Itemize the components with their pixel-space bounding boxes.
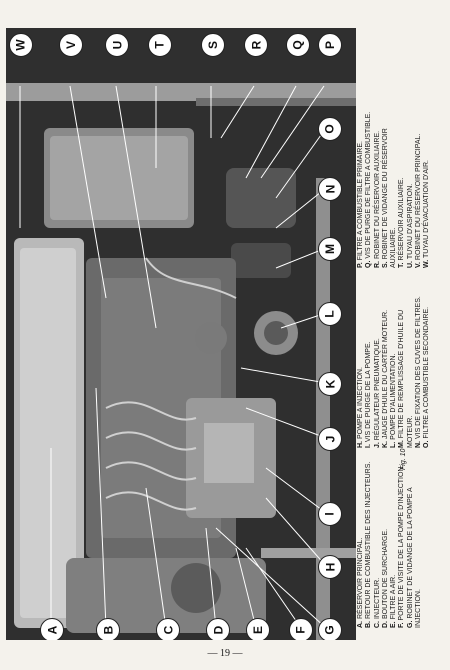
legend-item-g: G. ROBINET DE VIDANGE DE LA POMPE A INJECTION. xyxy=(406,487,423,628)
legend-item-n: N. VIS DE FIXATION DES CUVES DE FILTRES. xyxy=(415,296,423,448)
legend-item-r: R. ROBINET DU RÉSERVOIR AUXILIAIRE. xyxy=(373,130,381,268)
callout-f: F xyxy=(289,618,313,640)
legend-item-o: O. FILTRE A COMBUSTIBLE SECONDAIRE. xyxy=(423,306,431,448)
legend-item-b: B. RETOUR DE COMBUSTIBLE DES INJECTEURS. xyxy=(365,461,373,628)
callout-n: N xyxy=(318,177,342,201)
callout-c: C xyxy=(156,618,180,640)
callout-u: U xyxy=(105,33,129,57)
legend-item-t: T. RÉSERVOIR AUXILIAIRE. xyxy=(398,177,406,268)
figure-label: Fig. 10 xyxy=(400,448,407,470)
page-number: — 19 — xyxy=(207,648,243,659)
legend-item-h: H. POMPE A INJECTION. xyxy=(357,367,364,448)
legend-item-a: A. RÉSERVOIR PRINCIPAL. xyxy=(357,537,364,628)
callout-d: D xyxy=(206,618,230,640)
legend-item-e: E. FILTRE A AIR. xyxy=(390,574,398,628)
callout-r: R xyxy=(244,33,268,57)
callout-t: T xyxy=(148,33,172,57)
callout-b: B xyxy=(96,618,120,640)
legend-item-m: M. FILTRE DE REMPLISSAGE D'HUILE DU MOTEUR. xyxy=(398,309,414,448)
callout-i: I xyxy=(318,502,342,526)
legend-item-d: D. BOUTON DE SURCHARGE. xyxy=(381,528,389,628)
legend-item-w: W. TUYAU D'ÉVACUATION D'AIR. xyxy=(423,160,431,268)
legend-item-v: V. ROBINET DU RÉSERVOIR PRINCIPAL. xyxy=(415,133,423,268)
callout-p: P xyxy=(318,33,342,57)
legend-item-q: Q. VIS DE PURGE DE FILTRE A COMBUSTIBLE. xyxy=(365,111,373,268)
legend-column-1 xyxy=(357,460,423,628)
legend-item-l: L. POMPE D'ALIMENTATION. xyxy=(390,353,398,448)
legend-column-3 xyxy=(357,98,432,268)
engine-photo xyxy=(6,28,356,640)
legend-item-s: S. ROBINET DE VIDANGE DU RÉSERVOIR AUXILIAIRE. xyxy=(381,128,398,268)
callout-w: W xyxy=(9,33,33,57)
callout-q: Q xyxy=(286,33,310,57)
legend-item-f: F. PORTE DE VISITE DE LA POMPE D'INJECTION. xyxy=(398,464,406,628)
callout-o: O xyxy=(318,117,342,141)
legend-column-2 xyxy=(357,280,432,448)
legend-item-c: C. INJECTEUR. xyxy=(373,577,381,628)
callout-e: E xyxy=(246,618,270,640)
legend-item-j: J. RÉGULATEUR PNEUMATIQUE. xyxy=(373,338,381,448)
legend-item-p: P. FILTRE A COMBUSTIBLE PRIMAIRE. xyxy=(357,141,364,268)
legend-item-k: K. JAUGE D'HUILE DU CARTER MOTEUR. xyxy=(381,309,389,448)
callout-l: L xyxy=(318,302,342,326)
legend-item-i: I. VIS DE PURGE DE LA POMPE. xyxy=(365,341,373,448)
callout-h: H xyxy=(318,555,342,579)
legend-item-u: U. TUYAU D'ASPIRATION. xyxy=(406,183,414,268)
callout-s: S xyxy=(201,33,225,57)
callout-a: A xyxy=(40,618,64,640)
engine-photo-figure xyxy=(6,28,356,640)
callout-k: K xyxy=(318,372,342,396)
figure-legend xyxy=(357,35,447,628)
callout-j: J xyxy=(318,427,342,451)
callout-v: V xyxy=(59,33,83,57)
callout-m: M xyxy=(318,237,342,261)
callout-g: G xyxy=(318,618,342,640)
